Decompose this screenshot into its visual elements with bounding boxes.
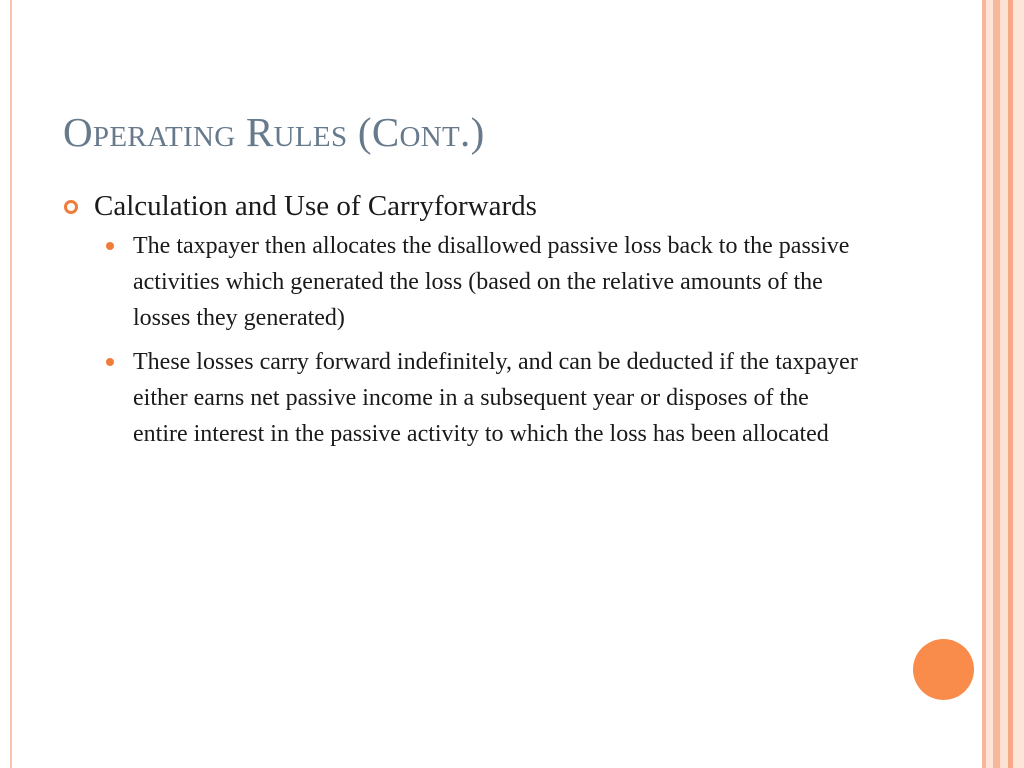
right-border-stripe xyxy=(1013,0,1024,768)
slide-title: Operating Rules (Cont.) xyxy=(63,109,485,155)
sub-bullet-text: The taxpayer then allocates the disallowed passive loss back to the passive activities which generated the loss (based on the relative amounts of the losses they generated) xyxy=(133,233,850,331)
right-border-stripe xyxy=(986,0,993,768)
slide-body xyxy=(64,186,864,460)
bullet-level-1 xyxy=(64,186,864,226)
dot-bullet-icon xyxy=(106,358,114,366)
right-border-stripe xyxy=(1000,0,1008,768)
dot-bullet-icon xyxy=(106,242,114,250)
bullet-text: Calculation and Use of Carryforwards xyxy=(94,190,537,222)
sub-bullet xyxy=(106,344,864,452)
sub-bullet-list xyxy=(64,228,864,452)
sub-bullet xyxy=(106,228,864,336)
sub-bullet-text: These losses carry forward indefinitely, and can be deducted if the taxpayer either earns net passive income in a subsequent year or disposes of the entire interest in the passive activity to which the loss has been allocated xyxy=(133,349,858,447)
left-border-stripe xyxy=(10,0,12,768)
ring-bullet-icon xyxy=(64,200,78,214)
decorative-circle xyxy=(913,639,974,700)
right-border-stripe xyxy=(993,0,1000,768)
